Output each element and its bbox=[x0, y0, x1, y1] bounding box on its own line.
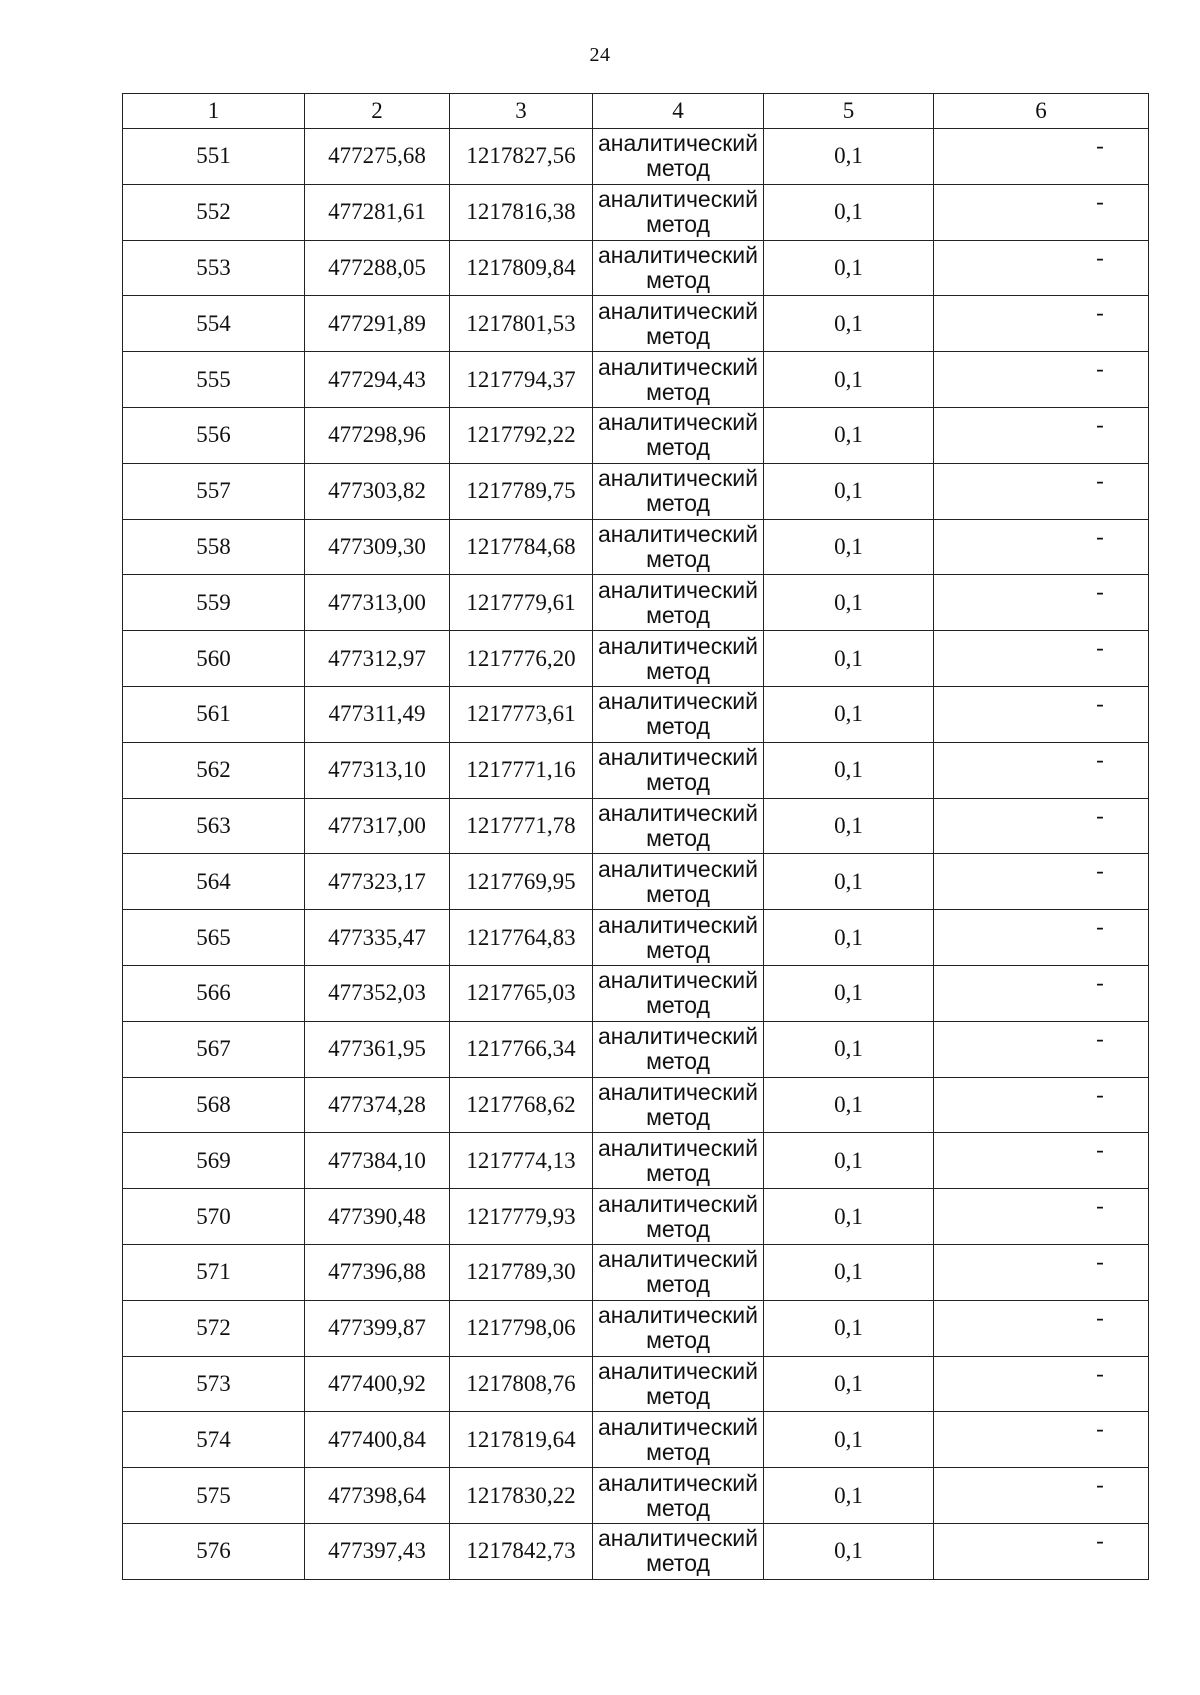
note-dash: - bbox=[1096, 1472, 1104, 1498]
table-row bbox=[123, 1412, 1149, 1468]
column-header-4: 4 bbox=[593, 94, 764, 129]
point-number-cell: 566 bbox=[123, 965, 305, 1021]
accuracy-cell: 0,1 bbox=[764, 965, 934, 1021]
method-line-1: аналитический bbox=[598, 1357, 758, 1384]
point-number-cell: 553 bbox=[123, 240, 305, 296]
note-dash: - bbox=[1096, 356, 1104, 382]
method-line-1: аналитический bbox=[598, 1246, 758, 1273]
x-coordinate-cell: 477361,95 bbox=[305, 1021, 450, 1077]
method-line-2: метод bbox=[646, 992, 710, 1019]
note-dash: - bbox=[1096, 690, 1104, 716]
point-number-cell: 567 bbox=[123, 1021, 305, 1077]
accuracy-cell: 0,1 bbox=[764, 910, 934, 966]
x-coordinate-cell: 477396,88 bbox=[305, 1244, 450, 1300]
note-dash: - bbox=[1096, 467, 1104, 493]
method-cell bbox=[593, 1021, 764, 1077]
table-row bbox=[123, 1189, 1149, 1245]
y-coordinate-cell: 1217764,83 bbox=[450, 910, 593, 966]
point-number-cell: 565 bbox=[123, 910, 305, 966]
accuracy-cell: 0,1 bbox=[764, 1523, 934, 1579]
x-coordinate-cell: 477309,30 bbox=[305, 519, 450, 575]
point-number-cell: 562 bbox=[123, 742, 305, 798]
note-cell bbox=[934, 686, 1149, 742]
y-coordinate-cell: 1217816,38 bbox=[450, 184, 593, 240]
method-line-1: аналитический bbox=[598, 520, 758, 547]
method-cell bbox=[593, 1244, 764, 1300]
x-coordinate-cell: 477400,84 bbox=[305, 1412, 450, 1468]
x-coordinate-cell: 477291,89 bbox=[305, 296, 450, 352]
method-cell bbox=[593, 184, 764, 240]
point-number-cell: 573 bbox=[123, 1356, 305, 1412]
method-line-1: аналитический bbox=[598, 1078, 758, 1105]
note-dash: - bbox=[1096, 1193, 1104, 1219]
x-coordinate-cell: 477400,92 bbox=[305, 1356, 450, 1412]
method-cell bbox=[593, 686, 764, 742]
method-cell bbox=[593, 575, 764, 631]
method-line-2: метод bbox=[646, 1159, 710, 1186]
y-coordinate-cell: 1217771,78 bbox=[450, 798, 593, 854]
note-cell bbox=[934, 519, 1149, 575]
note-dash: - bbox=[1096, 1527, 1104, 1553]
note-dash: - bbox=[1096, 969, 1104, 995]
column-header-1: 1 bbox=[123, 94, 305, 129]
point-number-cell: 563 bbox=[123, 798, 305, 854]
table-row bbox=[123, 463, 1149, 519]
accuracy-cell: 0,1 bbox=[764, 129, 934, 185]
method-cell bbox=[593, 631, 764, 687]
method-line-2: метод bbox=[646, 1327, 710, 1354]
x-coordinate-cell: 477294,43 bbox=[305, 352, 450, 408]
y-coordinate-cell: 1217809,84 bbox=[450, 240, 593, 296]
accuracy-cell: 0,1 bbox=[764, 1244, 934, 1300]
y-coordinate-cell: 1217789,30 bbox=[450, 1244, 593, 1300]
note-cell bbox=[934, 1468, 1149, 1524]
point-number-cell: 572 bbox=[123, 1300, 305, 1356]
accuracy-cell: 0,1 bbox=[764, 686, 934, 742]
method-cell bbox=[593, 798, 764, 854]
method-line-2: метод bbox=[646, 1438, 710, 1465]
method-cell bbox=[593, 1077, 764, 1133]
table-row bbox=[123, 575, 1149, 631]
x-coordinate-cell: 477384,10 bbox=[305, 1133, 450, 1189]
note-cell bbox=[934, 631, 1149, 687]
x-coordinate-cell: 477335,47 bbox=[305, 910, 450, 966]
y-coordinate-cell: 1217779,93 bbox=[450, 1189, 593, 1245]
page-number: 24 bbox=[589, 44, 611, 66]
note-dash: - bbox=[1096, 1137, 1104, 1163]
note-cell bbox=[934, 1021, 1149, 1077]
method-line-2: метод bbox=[646, 880, 710, 907]
y-coordinate-cell: 1217774,13 bbox=[450, 1133, 593, 1189]
note-cell bbox=[934, 129, 1149, 185]
table-row bbox=[123, 1300, 1149, 1356]
note-cell bbox=[934, 910, 1149, 966]
y-coordinate-cell: 1217819,64 bbox=[450, 1412, 593, 1468]
point-number-cell: 571 bbox=[123, 1244, 305, 1300]
accuracy-cell: 0,1 bbox=[764, 631, 934, 687]
point-number-cell: 557 bbox=[123, 463, 305, 519]
y-coordinate-cell: 1217801,53 bbox=[450, 296, 593, 352]
column-header-3: 3 bbox=[450, 94, 593, 129]
note-dash: - bbox=[1096, 635, 1104, 661]
point-number-cell: 556 bbox=[123, 407, 305, 463]
method-cell bbox=[593, 352, 764, 408]
method-cell bbox=[593, 129, 764, 185]
method-line-1: аналитический bbox=[598, 186, 758, 213]
method-line-1: аналитический bbox=[598, 855, 758, 882]
method-line-1: аналитический bbox=[598, 353, 758, 380]
note-dash: - bbox=[1096, 1025, 1104, 1051]
table-row bbox=[123, 910, 1149, 966]
x-coordinate-cell: 477281,61 bbox=[305, 184, 450, 240]
note-cell bbox=[934, 1189, 1149, 1245]
accuracy-cell: 0,1 bbox=[764, 463, 934, 519]
method-line-2: метод bbox=[646, 1494, 710, 1521]
point-number-cell: 552 bbox=[123, 184, 305, 240]
x-coordinate-cell: 477398,64 bbox=[305, 1468, 450, 1524]
method-line-1: аналитический bbox=[598, 967, 758, 994]
note-dash: - bbox=[1096, 1081, 1104, 1107]
method-cell bbox=[593, 296, 764, 352]
method-line-1: аналитический bbox=[598, 241, 758, 268]
point-number-cell: 555 bbox=[123, 352, 305, 408]
method-line-1: аналитический bbox=[598, 465, 758, 492]
method-cell bbox=[593, 240, 764, 296]
method-line-1: аналитический bbox=[598, 130, 758, 157]
method-cell bbox=[593, 1468, 764, 1524]
table-row bbox=[123, 1133, 1149, 1189]
table-row bbox=[123, 1523, 1149, 1579]
table-row bbox=[123, 1077, 1149, 1133]
method-line-2: метод bbox=[646, 1215, 710, 1242]
note-dash: - bbox=[1096, 244, 1104, 270]
x-coordinate-cell: 477390,48 bbox=[305, 1189, 450, 1245]
method-cell bbox=[593, 854, 764, 910]
point-number-cell: 574 bbox=[123, 1412, 305, 1468]
accuracy-cell: 0,1 bbox=[764, 184, 934, 240]
accuracy-cell: 0,1 bbox=[764, 240, 934, 296]
table-row bbox=[123, 965, 1149, 1021]
x-coordinate-cell: 477303,82 bbox=[305, 463, 450, 519]
method-line-2: метод bbox=[646, 1271, 710, 1298]
x-coordinate-cell: 477312,97 bbox=[305, 631, 450, 687]
method-cell bbox=[593, 1356, 764, 1412]
accuracy-cell: 0,1 bbox=[764, 798, 934, 854]
note-cell bbox=[934, 1523, 1149, 1579]
note-dash: - bbox=[1096, 523, 1104, 549]
point-number-cell: 554 bbox=[123, 296, 305, 352]
y-coordinate-cell: 1217773,61 bbox=[450, 686, 593, 742]
x-coordinate-cell: 477288,05 bbox=[305, 240, 450, 296]
method-line-2: метод bbox=[646, 155, 710, 182]
method-line-2: метод bbox=[646, 490, 710, 517]
method-line-1: аналитический bbox=[598, 744, 758, 771]
point-number-cell: 568 bbox=[123, 1077, 305, 1133]
method-cell bbox=[593, 965, 764, 1021]
note-cell bbox=[934, 407, 1149, 463]
y-coordinate-cell: 1217789,75 bbox=[450, 463, 593, 519]
accuracy-cell: 0,1 bbox=[764, 1412, 934, 1468]
note-cell bbox=[934, 296, 1149, 352]
method-line-2: метод bbox=[646, 322, 710, 349]
method-line-1: аналитический bbox=[598, 1525, 758, 1552]
x-coordinate-cell: 477323,17 bbox=[305, 854, 450, 910]
method-line-1: аналитический bbox=[598, 297, 758, 324]
accuracy-cell: 0,1 bbox=[764, 1356, 934, 1412]
note-cell bbox=[934, 184, 1149, 240]
table-row bbox=[123, 519, 1149, 575]
note-cell bbox=[934, 854, 1149, 910]
accuracy-cell: 0,1 bbox=[764, 407, 934, 463]
point-number-cell: 576 bbox=[123, 1523, 305, 1579]
y-coordinate-cell: 1217784,68 bbox=[450, 519, 593, 575]
method-line-2: метод bbox=[646, 936, 710, 963]
method-line-1: аналитический bbox=[598, 688, 758, 715]
note-dash: - bbox=[1096, 133, 1104, 158]
table-row bbox=[123, 742, 1149, 798]
point-number-cell: 569 bbox=[123, 1133, 305, 1189]
note-dash: - bbox=[1096, 579, 1104, 605]
table-row bbox=[123, 798, 1149, 854]
method-cell bbox=[593, 910, 764, 966]
y-coordinate-cell: 1217842,73 bbox=[450, 1523, 593, 1579]
method-line-2: метод bbox=[646, 769, 710, 796]
column-header-2: 2 bbox=[305, 94, 450, 129]
note-cell bbox=[934, 742, 1149, 798]
x-coordinate-cell: 477311,49 bbox=[305, 686, 450, 742]
column-header-6: 6 bbox=[934, 94, 1149, 129]
accuracy-cell: 0,1 bbox=[764, 1133, 934, 1189]
accuracy-cell: 0,1 bbox=[764, 1468, 934, 1524]
y-coordinate-cell: 1217769,95 bbox=[450, 854, 593, 910]
x-coordinate-cell: 477298,96 bbox=[305, 407, 450, 463]
note-cell bbox=[934, 965, 1149, 1021]
note-cell bbox=[934, 1356, 1149, 1412]
accuracy-cell: 0,1 bbox=[764, 742, 934, 798]
method-line-2: метод bbox=[646, 545, 710, 572]
note-dash: - bbox=[1096, 1304, 1104, 1330]
x-coordinate-cell: 477317,00 bbox=[305, 798, 450, 854]
y-coordinate-cell: 1217771,16 bbox=[450, 742, 593, 798]
table-row bbox=[123, 296, 1149, 352]
method-line-1: аналитический bbox=[598, 911, 758, 938]
y-coordinate-cell: 1217765,03 bbox=[450, 965, 593, 1021]
method-line-1: аналитический bbox=[598, 1413, 758, 1440]
method-line-2: метод bbox=[646, 1550, 710, 1577]
note-dash: - bbox=[1096, 411, 1104, 437]
table-row bbox=[123, 1244, 1149, 1300]
method-cell bbox=[593, 519, 764, 575]
method-line-2: метод bbox=[646, 434, 710, 461]
method-line-2: метод bbox=[646, 657, 710, 684]
y-coordinate-cell: 1217830,22 bbox=[450, 1468, 593, 1524]
point-number-cell: 564 bbox=[123, 854, 305, 910]
method-line-2: метод bbox=[646, 211, 710, 238]
accuracy-cell: 0,1 bbox=[764, 575, 934, 631]
method-line-1: аналитический bbox=[598, 632, 758, 659]
method-line-2: метод bbox=[646, 378, 710, 405]
y-coordinate-cell: 1217808,76 bbox=[450, 1356, 593, 1412]
y-coordinate-cell: 1217792,22 bbox=[450, 407, 593, 463]
table-row bbox=[123, 1356, 1149, 1412]
accuracy-cell: 0,1 bbox=[764, 854, 934, 910]
method-line-2: метод bbox=[646, 713, 710, 740]
method-line-1: аналитический bbox=[598, 799, 758, 826]
y-coordinate-cell: 1217827,56 bbox=[450, 129, 593, 185]
method-cell bbox=[593, 1189, 764, 1245]
accuracy-cell: 0,1 bbox=[764, 1189, 934, 1245]
y-coordinate-cell: 1217779,61 bbox=[450, 575, 593, 631]
accuracy-cell: 0,1 bbox=[764, 1021, 934, 1077]
note-cell bbox=[934, 352, 1149, 408]
point-number-cell: 560 bbox=[123, 631, 305, 687]
method-cell bbox=[593, 742, 764, 798]
table-body bbox=[123, 129, 1149, 1580]
note-cell bbox=[934, 1077, 1149, 1133]
note-cell bbox=[934, 575, 1149, 631]
note-dash: - bbox=[1096, 746, 1104, 772]
method-cell bbox=[593, 1412, 764, 1468]
note-dash: - bbox=[1096, 1360, 1104, 1386]
table-row bbox=[123, 129, 1149, 185]
note-dash: - bbox=[1096, 188, 1104, 214]
note-cell bbox=[934, 1133, 1149, 1189]
method-line-2: метод bbox=[646, 1382, 710, 1409]
point-number-cell: 561 bbox=[123, 686, 305, 742]
method-line-2: метод bbox=[646, 1103, 710, 1130]
table-row bbox=[123, 184, 1149, 240]
note-dash: - bbox=[1096, 802, 1104, 828]
method-line-1: аналитический bbox=[598, 1302, 758, 1329]
table-row bbox=[123, 686, 1149, 742]
y-coordinate-cell: 1217768,62 bbox=[450, 1077, 593, 1133]
x-coordinate-cell: 477313,10 bbox=[305, 742, 450, 798]
x-coordinate-cell: 477374,28 bbox=[305, 1077, 450, 1133]
note-cell bbox=[934, 1244, 1149, 1300]
x-coordinate-cell: 477313,00 bbox=[305, 575, 450, 631]
note-dash: - bbox=[1096, 914, 1104, 940]
method-cell bbox=[593, 1300, 764, 1356]
x-coordinate-cell: 477275,68 bbox=[305, 129, 450, 185]
method-cell bbox=[593, 1133, 764, 1189]
method-line-1: аналитический bbox=[598, 1134, 758, 1161]
point-number-cell: 575 bbox=[123, 1468, 305, 1524]
x-coordinate-cell: 477352,03 bbox=[305, 965, 450, 1021]
method-line-1: аналитический bbox=[598, 1469, 758, 1496]
table-header-row bbox=[123, 94, 1149, 129]
table-row bbox=[123, 631, 1149, 687]
accuracy-cell: 0,1 bbox=[764, 519, 934, 575]
note-dash: - bbox=[1096, 1416, 1104, 1442]
table-row bbox=[123, 352, 1149, 408]
point-number-cell: 559 bbox=[123, 575, 305, 631]
method-line-1: аналитический bbox=[598, 409, 758, 436]
method-line-1: аналитический bbox=[598, 1190, 758, 1217]
note-cell bbox=[934, 240, 1149, 296]
method-line-2: метод bbox=[646, 1048, 710, 1075]
y-coordinate-cell: 1217798,06 bbox=[450, 1300, 593, 1356]
x-coordinate-cell: 477399,87 bbox=[305, 1300, 450, 1356]
method-line-1: аналитический bbox=[598, 1023, 758, 1050]
method-cell bbox=[593, 463, 764, 519]
method-line-2: метод bbox=[646, 601, 710, 628]
coordinates-table bbox=[122, 93, 1149, 1580]
point-number-cell: 551 bbox=[123, 129, 305, 185]
point-number-cell: 570 bbox=[123, 1189, 305, 1245]
note-cell bbox=[934, 1412, 1149, 1468]
accuracy-cell: 0,1 bbox=[764, 1300, 934, 1356]
note-cell bbox=[934, 1300, 1149, 1356]
note-cell bbox=[934, 463, 1149, 519]
column-header-5: 5 bbox=[764, 94, 934, 129]
y-coordinate-cell: 1217776,20 bbox=[450, 631, 593, 687]
note-dash: - bbox=[1096, 1248, 1104, 1274]
accuracy-cell: 0,1 bbox=[764, 352, 934, 408]
method-line-1: аналитический bbox=[598, 576, 758, 603]
table-row bbox=[123, 1468, 1149, 1524]
accuracy-cell: 0,1 bbox=[764, 1077, 934, 1133]
table-row bbox=[123, 407, 1149, 463]
note-dash: - bbox=[1096, 300, 1104, 326]
table-row bbox=[123, 240, 1149, 296]
method-cell bbox=[593, 407, 764, 463]
point-number-cell: 558 bbox=[123, 519, 305, 575]
method-line-2: метод bbox=[646, 266, 710, 293]
table-row bbox=[123, 1021, 1149, 1077]
note-dash: - bbox=[1096, 858, 1104, 884]
x-coordinate-cell: 477397,43 bbox=[305, 1523, 450, 1579]
table-row bbox=[123, 854, 1149, 910]
method-cell bbox=[593, 1523, 764, 1579]
y-coordinate-cell: 1217794,37 bbox=[450, 352, 593, 408]
accuracy-cell: 0,1 bbox=[764, 296, 934, 352]
method-line-2: метод bbox=[646, 824, 710, 851]
note-cell bbox=[934, 798, 1149, 854]
y-coordinate-cell: 1217766,34 bbox=[450, 1021, 593, 1077]
